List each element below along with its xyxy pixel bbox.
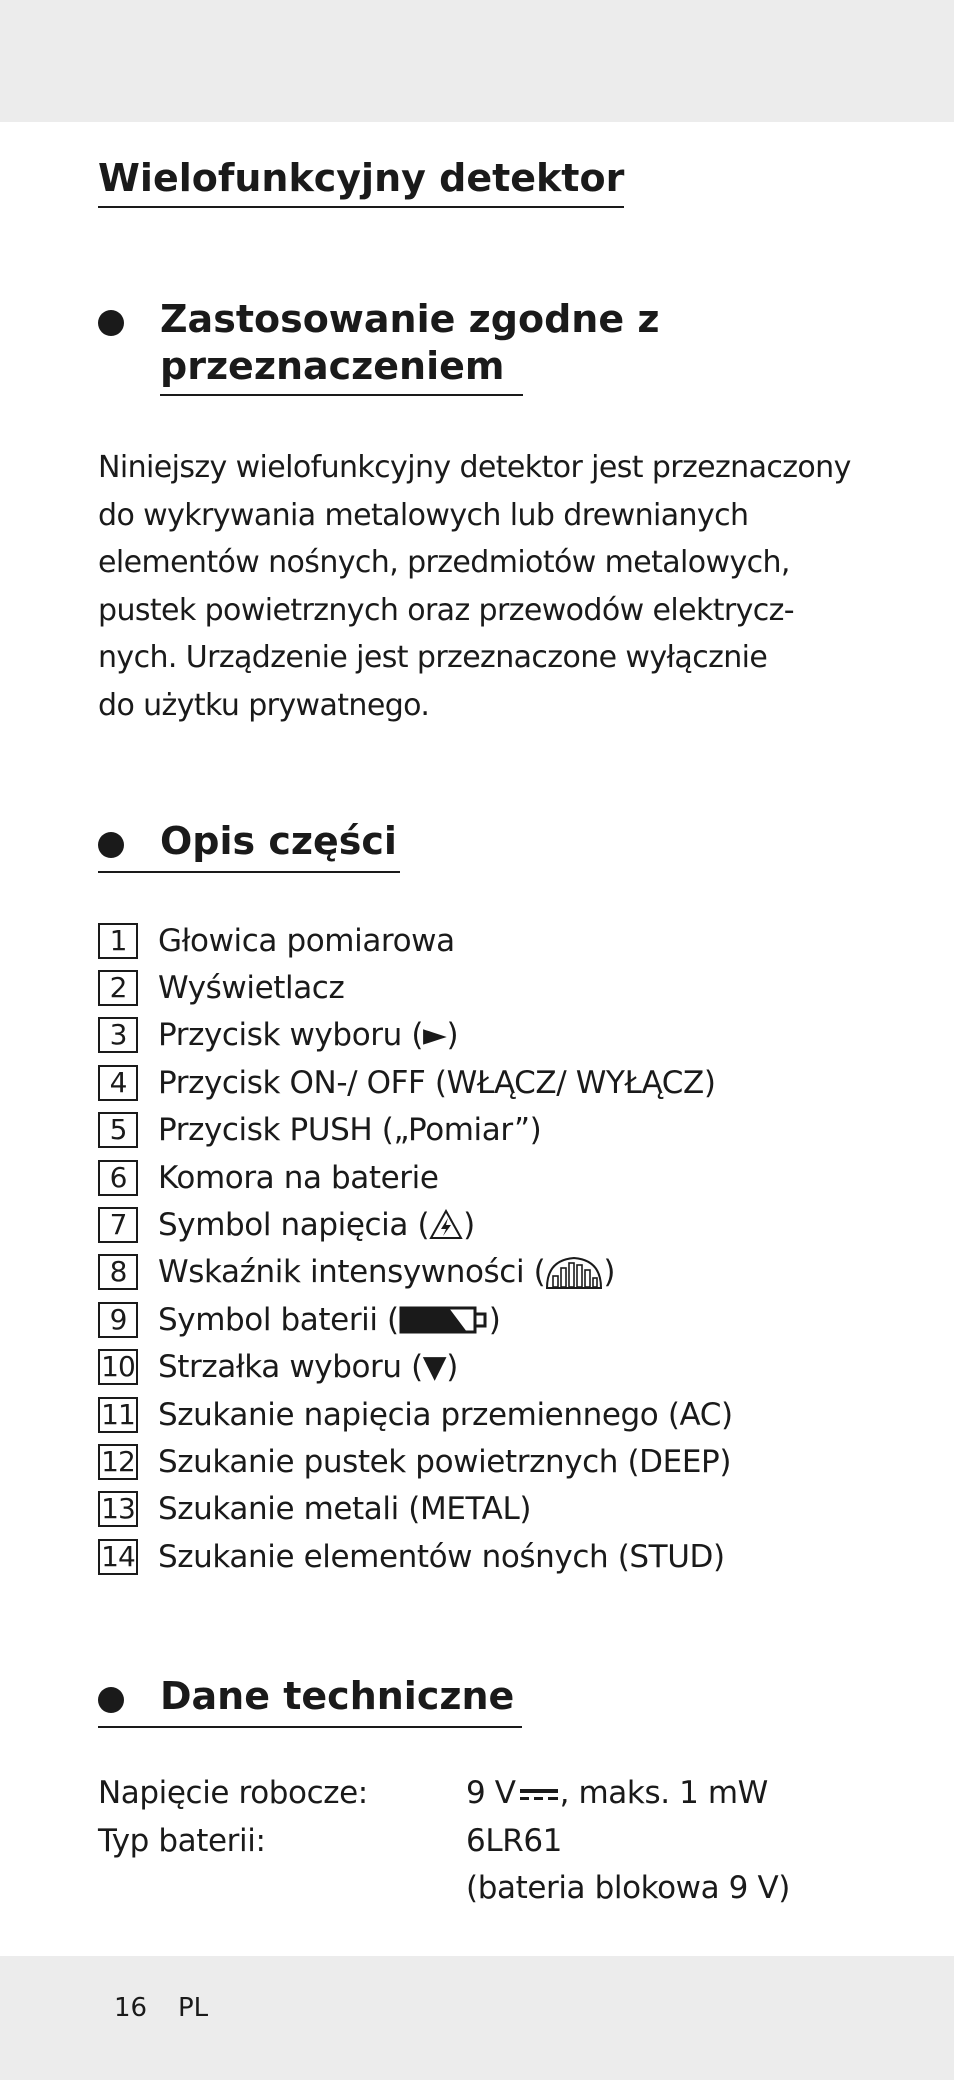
- battery-icon: [399, 1305, 489, 1335]
- item-label: Szukanie elementów nośnych (STUD): [158, 1538, 725, 1575]
- spec-value-part: 9 V: [466, 1775, 516, 1811]
- item-label: Wyświetlacz: [158, 970, 345, 1007]
- list-item: [98, 1533, 733, 1580]
- list-item: [98, 1249, 733, 1296]
- list-item: [98, 917, 733, 964]
- item-number-box: 12: [98, 1444, 138, 1480]
- heading-underline: [98, 1726, 522, 1728]
- item-number-box: 13: [98, 1491, 138, 1527]
- spec-value: 6LR61: [466, 1822, 562, 1859]
- list-item: [98, 1486, 733, 1533]
- item-number-box: 7: [98, 1207, 138, 1243]
- table-row: [98, 1865, 838, 1913]
- list-item: [98, 1296, 733, 1343]
- paragraph-line: elementów nośnych, przedmiotów metalowych,: [98, 545, 790, 580]
- item-number-box: 3: [98, 1017, 138, 1053]
- section-parts-heading: [98, 818, 838, 874]
- intended-use-paragraph: [98, 444, 851, 729]
- item-number-box: 1: [98, 923, 138, 959]
- list-item: [98, 1344, 733, 1391]
- item-label: Szukanie pustek powietrznych (DEEP): [158, 1443, 732, 1480]
- item-number-box: 6: [98, 1160, 138, 1196]
- top-margin-band: [0, 0, 954, 122]
- list-item: [98, 1107, 733, 1154]
- item-number-box: 4: [98, 1065, 138, 1101]
- item-label: Symbol baterii (: [158, 1301, 399, 1338]
- item-number-box: 8: [98, 1254, 138, 1290]
- item-label: Przycisk wyboru (►): [158, 1017, 459, 1054]
- item-label-end: ): [488, 1301, 501, 1338]
- item-number-box: 9: [98, 1302, 138, 1338]
- list-item: [98, 1059, 733, 1106]
- page-number: 16: [114, 1993, 148, 2023]
- spec-value-part: , maks. 1 mW: [559, 1775, 768, 1811]
- section-title: Dane techniczne: [160, 1674, 515, 1718]
- item-number-box: 11: [98, 1397, 138, 1433]
- item-label-end: ): [603, 1254, 616, 1291]
- item-label-end: ): [463, 1207, 475, 1244]
- list-item: [98, 1201, 733, 1248]
- list-item: [98, 1438, 733, 1485]
- list-item: [98, 1391, 733, 1438]
- item-number-box: 14: [98, 1539, 138, 1575]
- language-code: PL: [178, 1993, 209, 2023]
- list-item: [98, 1012, 733, 1059]
- parts-list: [98, 917, 733, 1580]
- section-title-line2: przeznaczeniem: [160, 344, 505, 388]
- paragraph-line: do wykrywania metalowych lub drewnianych: [98, 497, 749, 533]
- item-number-box: 10: [98, 1349, 138, 1385]
- spec-value: (bateria blokowa 9 V): [466, 1870, 790, 1906]
- item-label: Symbol napięcia (: [158, 1207, 430, 1244]
- spec-key: Typ baterii:: [98, 1822, 266, 1859]
- dc-symbol-icon: [518, 1785, 560, 1805]
- list-item: [98, 1154, 733, 1201]
- table-row: [98, 1770, 838, 1818]
- paragraph-line: Niniejszy wielofunkcyjny detektor jest przeznaczony: [98, 450, 851, 485]
- paragraph-line: pustek powietrznych oraz przewodów elektrycz-: [98, 592, 795, 628]
- item-label: Strzałka wyboru (▼): [158, 1349, 458, 1386]
- section-title-line1: Zastosowanie zgodne z: [160, 297, 660, 341]
- item-number-box: 5: [98, 1112, 138, 1148]
- heading-underline: [160, 394, 523, 396]
- spec-value: [466, 1770, 768, 1818]
- heading-underline: [98, 871, 400, 873]
- list-item: [98, 964, 733, 1011]
- item-number-box: 2: [98, 970, 138, 1006]
- tech-specs-table: [98, 1770, 838, 1913]
- item-label: Szukanie napięcia przemiennego (AC): [158, 1396, 733, 1433]
- bullet-icon: [98, 832, 124, 858]
- document-title: Wielofunkcyjny detektor: [98, 152, 624, 208]
- section-tech-heading: [98, 1673, 838, 1729]
- item-label: Przycisk ON-/ OFF (WŁĄCZ/ WYŁĄCZ): [158, 1064, 716, 1101]
- intensity-bars-icon: [545, 1254, 603, 1290]
- item-label: Głowica pomiarowa: [158, 922, 455, 959]
- voltage-warning-icon: [429, 1209, 463, 1241]
- item-label: Szukanie metali (METAL): [158, 1491, 532, 1528]
- paragraph-line: do użytku prywatnego.: [98, 687, 430, 723]
- spec-key: Napięcie robocze:: [98, 1775, 368, 1811]
- section-title: Opis części: [160, 819, 397, 863]
- item-label: Przycisk PUSH („Pomiar”): [158, 1112, 542, 1149]
- item-label: Komora na baterie: [158, 1159, 439, 1196]
- bullet-icon: [98, 310, 124, 336]
- bullet-icon: [98, 1687, 124, 1713]
- paragraph-line: nych. Urządzenie jest przeznaczone wyłącznie: [98, 640, 768, 675]
- item-label: Wskaźnik intensywności (: [158, 1254, 546, 1291]
- section-intended-use-heading: [98, 296, 838, 396]
- table-row: [98, 1818, 838, 1866]
